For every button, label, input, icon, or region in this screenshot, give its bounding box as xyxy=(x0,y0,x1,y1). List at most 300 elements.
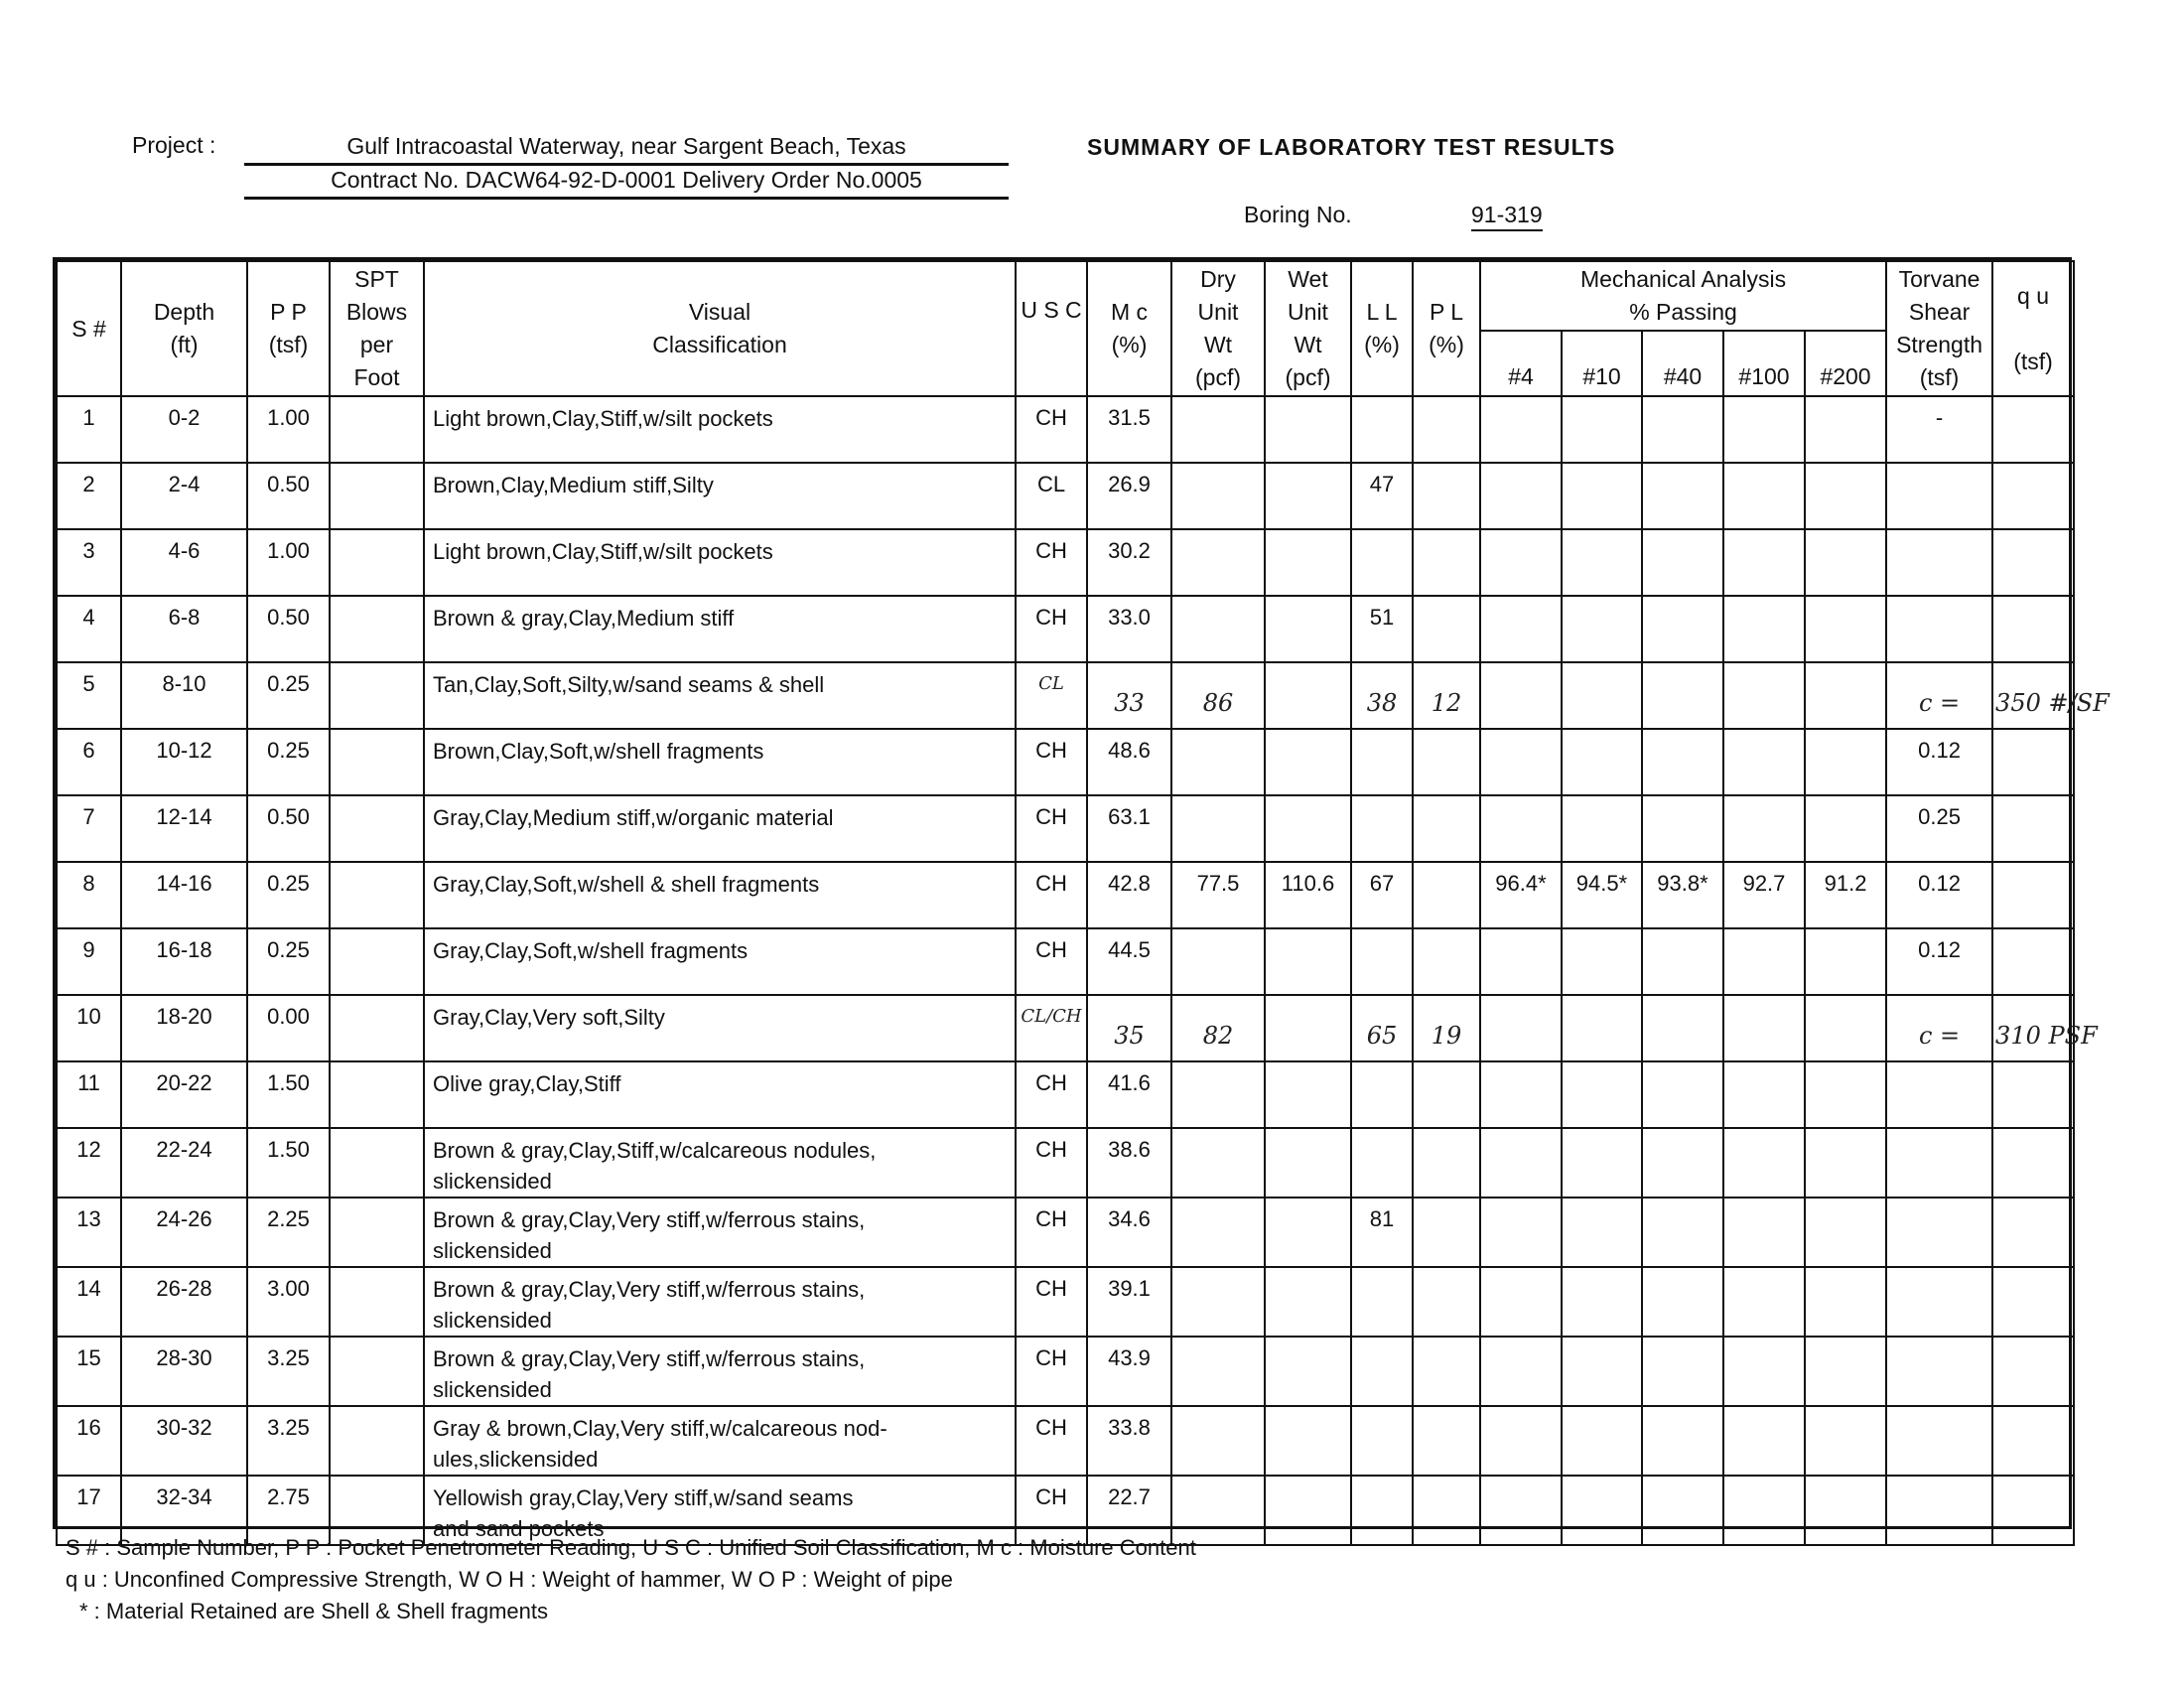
cell-sieve-200 xyxy=(1805,1198,1886,1267)
table-row xyxy=(57,1406,2074,1476)
cell-liquid-limit: 51 xyxy=(1351,596,1413,662)
cell-spt xyxy=(330,1061,424,1128)
cell-pp: 1.50 xyxy=(247,1128,330,1198)
classification-line: Tan,Clay,Soft,Silty,w/sand seams & shell xyxy=(433,672,825,697)
cell-spt xyxy=(330,596,424,662)
cell-qu xyxy=(1992,928,2074,995)
cell-sieve-100 xyxy=(1723,529,1805,596)
cell-sieve-100 xyxy=(1723,1061,1805,1128)
cell-plastic-limit xyxy=(1413,1267,1480,1337)
cell-moisture-content: 35 xyxy=(1087,995,1171,1061)
cell-liquid-limit xyxy=(1351,529,1413,596)
cell-dry-unit-wt xyxy=(1171,1061,1265,1128)
cell-sieve-4 xyxy=(1480,995,1562,1061)
cell-sample-number: 3 xyxy=(57,529,121,596)
cell-moisture-content: 42.8 xyxy=(1087,862,1171,928)
cell-sieve-200 xyxy=(1805,1406,1886,1476)
cell-sieve-4 xyxy=(1480,795,1562,862)
table-row xyxy=(57,1061,2074,1128)
cell-depth: 10-12 xyxy=(121,729,247,795)
cell-sieve-10 xyxy=(1562,795,1642,862)
cell-plastic-limit xyxy=(1413,463,1480,529)
cell-liquid-limit xyxy=(1351,1476,1413,1545)
cell-wet-unit-wt xyxy=(1265,662,1351,729)
cell-sieve-4 xyxy=(1480,729,1562,795)
cell-liquid-limit: 38 xyxy=(1351,662,1413,729)
cell-pp: 2.25 xyxy=(247,1198,330,1267)
cell-qu xyxy=(1992,1061,2074,1128)
table-row xyxy=(57,795,2074,862)
cell-plastic-limit: 12 xyxy=(1413,662,1480,729)
cell-liquid-limit: 81 xyxy=(1351,1198,1413,1267)
cell-spt xyxy=(330,995,424,1061)
cell-sieve-200 xyxy=(1805,795,1886,862)
col-visual-classification: Visual Classification xyxy=(424,261,1016,396)
cell-sample-number: 2 xyxy=(57,463,121,529)
cell-sieve-200 xyxy=(1805,529,1886,596)
cell-sieve-10 xyxy=(1562,928,1642,995)
cell-sieve-40 xyxy=(1642,1337,1723,1406)
cell-qu xyxy=(1992,1198,2074,1267)
cell-sieve-4 xyxy=(1480,1406,1562,1476)
cell-sieve-40 xyxy=(1642,396,1723,463)
classification-line: ules,slickensided xyxy=(433,1447,599,1472)
table-row xyxy=(57,1267,2074,1337)
classification-line: Olive gray,Clay,Stiff xyxy=(433,1071,621,1096)
cell-usc: CH xyxy=(1016,1061,1087,1128)
cell-depth: 6-8 xyxy=(121,596,247,662)
cell-visual-classification xyxy=(424,995,1016,1061)
cell-qu xyxy=(1992,729,2074,795)
cell-plastic-limit xyxy=(1413,529,1480,596)
col-sample-number: S # xyxy=(57,261,121,396)
cell-sieve-40 xyxy=(1642,795,1723,862)
table-row xyxy=(57,463,2074,529)
cell-moisture-content: 26.9 xyxy=(1087,463,1171,529)
cell-spt xyxy=(330,795,424,862)
cell-torvane: - xyxy=(1886,396,1992,463)
cell-sample-number: 9 xyxy=(57,928,121,995)
cell-usc: CH xyxy=(1016,795,1087,862)
cell-depth: 4-6 xyxy=(121,529,247,596)
col-liquid-limit: L L (%) xyxy=(1351,261,1413,396)
cell-sieve-200 xyxy=(1805,1337,1886,1406)
cell-torvane xyxy=(1886,1267,1992,1337)
cell-sieve-200 xyxy=(1805,1476,1886,1545)
cell-sieve-40 xyxy=(1642,463,1723,529)
cell-visual-classification xyxy=(424,928,1016,995)
cell-torvane: c = xyxy=(1886,995,1992,1061)
cell-sieve-40 xyxy=(1642,529,1723,596)
cell-sieve-10 xyxy=(1562,463,1642,529)
cell-pp: 0.25 xyxy=(247,928,330,995)
cell-sieve-200 xyxy=(1805,928,1886,995)
cell-pp: 1.00 xyxy=(247,396,330,463)
cell-pp: 0.25 xyxy=(247,662,330,729)
col-plastic-limit: P L (%) xyxy=(1413,261,1480,396)
classification-line: slickensided xyxy=(433,1308,552,1333)
cell-sieve-40 xyxy=(1642,1476,1723,1545)
cell-depth: 32-34 xyxy=(121,1476,247,1545)
contract-line xyxy=(244,167,1009,200)
col-sieve-40: #40 xyxy=(1642,331,1723,396)
cell-torvane xyxy=(1886,1198,1992,1267)
cell-wet-unit-wt xyxy=(1265,1267,1351,1337)
table-row xyxy=(57,529,2074,596)
cell-sieve-100 xyxy=(1723,1128,1805,1198)
cell-plastic-limit: 19 xyxy=(1413,995,1480,1061)
cell-usc: CH xyxy=(1016,1406,1087,1476)
cell-dry-unit-wt xyxy=(1171,1198,1265,1267)
cell-sieve-100 xyxy=(1723,596,1805,662)
cell-qu xyxy=(1992,1406,2074,1476)
cell-pp: 3.25 xyxy=(247,1337,330,1406)
cell-dry-unit-wt xyxy=(1171,1337,1265,1406)
cell-sample-number: 13 xyxy=(57,1198,121,1267)
cell-visual-classification xyxy=(424,1061,1016,1128)
cell-visual-classification xyxy=(424,1267,1016,1337)
cell-sieve-200 xyxy=(1805,596,1886,662)
cell-torvane: 0.12 xyxy=(1886,862,1992,928)
classification-line: Brown & gray,Clay,Stiff,w/calcareous nodules, xyxy=(433,1138,877,1163)
cell-sieve-4 xyxy=(1480,1198,1562,1267)
cell-sieve-200 xyxy=(1805,1267,1886,1337)
cell-torvane: 0.25 xyxy=(1886,795,1992,862)
cell-qu xyxy=(1992,463,2074,529)
classification-line: and sand pockets xyxy=(433,1516,605,1541)
classification-line: slickensided xyxy=(433,1377,552,1402)
cell-sample-number: 11 xyxy=(57,1061,121,1128)
cell-moisture-content: 43.9 xyxy=(1087,1337,1171,1406)
cell-moisture-content: 33.0 xyxy=(1087,596,1171,662)
cell-wet-unit-wt xyxy=(1265,529,1351,596)
classification-line: Brown,Clay,Medium stiff,Silty xyxy=(433,473,714,497)
classification-line: Gray,Clay,Soft,w/shell & shell fragments xyxy=(433,872,820,897)
cell-plastic-limit xyxy=(1413,396,1480,463)
cell-wet-unit-wt xyxy=(1265,995,1351,1061)
cell-sieve-4: 96.4* xyxy=(1480,862,1562,928)
classification-line: Gray,Clay,Soft,w/shell fragments xyxy=(433,938,749,963)
cell-spt xyxy=(330,1337,424,1406)
cell-dry-unit-wt: 86 xyxy=(1171,662,1265,729)
cell-sieve-200 xyxy=(1805,396,1886,463)
cell-sieve-100 xyxy=(1723,729,1805,795)
cell-liquid-limit: 65 xyxy=(1351,995,1413,1061)
cell-torvane xyxy=(1886,1061,1992,1128)
cell-sieve-40 xyxy=(1642,1128,1723,1198)
cell-sieve-4 xyxy=(1480,596,1562,662)
cell-depth: 24-26 xyxy=(121,1198,247,1267)
cell-sieve-100 xyxy=(1723,396,1805,463)
cell-plastic-limit xyxy=(1413,596,1480,662)
cell-wet-unit-wt xyxy=(1265,1198,1351,1267)
cell-sieve-100 xyxy=(1723,1406,1805,1476)
cell-visual-classification xyxy=(424,862,1016,928)
cell-sieve-40 xyxy=(1642,1267,1723,1337)
cell-plastic-limit xyxy=(1413,795,1480,862)
project-line2: Contract No. DACW64-92-D-0001 Delivery Order No.0005 xyxy=(331,167,922,193)
cell-sieve-100 xyxy=(1723,1267,1805,1337)
cell-usc: CH xyxy=(1016,928,1087,995)
cell-wet-unit-wt xyxy=(1265,928,1351,995)
cell-usc: CH xyxy=(1016,729,1087,795)
cell-sieve-200: 91.2 xyxy=(1805,862,1886,928)
cell-liquid-limit: 67 xyxy=(1351,862,1413,928)
cell-spt xyxy=(330,396,424,463)
cell-torvane xyxy=(1886,1337,1992,1406)
classification-line: Brown,Clay,Soft,w/shell fragments xyxy=(433,739,764,764)
table-row xyxy=(57,862,2074,928)
page-title: SUMMARY OF LABORATORY TEST RESULTS xyxy=(1087,134,1616,160)
cell-plastic-limit xyxy=(1413,1337,1480,1406)
cell-torvane xyxy=(1886,1476,1992,1545)
cell-spt xyxy=(330,1267,424,1337)
cell-sieve-40 xyxy=(1642,729,1723,795)
classification-line: slickensided xyxy=(433,1238,552,1263)
cell-sieve-100 xyxy=(1723,662,1805,729)
cell-dry-unit-wt xyxy=(1171,1406,1265,1476)
cell-wet-unit-wt xyxy=(1265,396,1351,463)
cell-qu: 350 #/SF xyxy=(1992,662,2074,729)
cell-pp: 0.25 xyxy=(247,729,330,795)
cell-torvane: 0.12 xyxy=(1886,729,1992,795)
cell-wet-unit-wt xyxy=(1265,1406,1351,1476)
cell-wet-unit-wt xyxy=(1265,1476,1351,1545)
cell-spt xyxy=(330,1128,424,1198)
col-wet-unit-wt: Wet Unit Wt (pcf) xyxy=(1265,261,1351,396)
cell-liquid-limit xyxy=(1351,928,1413,995)
cell-plastic-limit xyxy=(1413,729,1480,795)
cell-depth: 0-2 xyxy=(121,396,247,463)
cell-visual-classification xyxy=(424,729,1016,795)
cell-moisture-content: 63.1 xyxy=(1087,795,1171,862)
cell-wet-unit-wt xyxy=(1265,1337,1351,1406)
cell-sample-number: 12 xyxy=(57,1128,121,1198)
cell-visual-classification xyxy=(424,529,1016,596)
cell-sieve-100 xyxy=(1723,1198,1805,1267)
classification-line: Gray & brown,Clay,Very stiff,w/calcareous nod- xyxy=(433,1416,887,1441)
cell-sieve-10 xyxy=(1562,729,1642,795)
cell-liquid-limit: 47 xyxy=(1351,463,1413,529)
cell-sieve-4 xyxy=(1480,1128,1562,1198)
cell-usc: CH xyxy=(1016,1128,1087,1198)
cell-dry-unit-wt xyxy=(1171,396,1265,463)
cell-torvane: c = xyxy=(1886,662,1992,729)
cell-usc: CH xyxy=(1016,529,1087,596)
cell-sieve-4 xyxy=(1480,463,1562,529)
col-dry-unit-wt: Dry Unit Wt (pcf) xyxy=(1171,261,1265,396)
cell-usc: CL xyxy=(1016,662,1087,729)
project-name xyxy=(244,133,1009,166)
cell-plastic-limit xyxy=(1413,1198,1480,1267)
cell-sample-number: 6 xyxy=(57,729,121,795)
cell-visual-classification xyxy=(424,463,1016,529)
cell-sieve-100: 92.7 xyxy=(1723,862,1805,928)
cell-dry-unit-wt xyxy=(1171,1128,1265,1198)
cell-usc: CH xyxy=(1016,1198,1087,1267)
cell-pp: 1.00 xyxy=(247,529,330,596)
col-sieve-10: #10 xyxy=(1562,331,1642,396)
cell-sample-number: 15 xyxy=(57,1337,121,1406)
cell-liquid-limit xyxy=(1351,1061,1413,1128)
cell-sieve-10 xyxy=(1562,1267,1642,1337)
project-line1: Gulf Intracoastal Waterway, near Sargent Beach, Texas xyxy=(346,133,906,159)
col-sieve-100: #100 xyxy=(1723,331,1805,396)
cell-sieve-40 xyxy=(1642,928,1723,995)
cell-qu xyxy=(1992,596,2074,662)
cell-spt xyxy=(330,1406,424,1476)
cell-liquid-limit xyxy=(1351,1267,1413,1337)
col-usc: U S C xyxy=(1016,261,1087,396)
footnote-shell: * : Material Retained are Shell & Shell fragments xyxy=(79,1599,549,1623)
cell-moisture-content: 39.1 xyxy=(1087,1267,1171,1337)
cell-qu: 310 PSF xyxy=(1992,995,2074,1061)
table-row xyxy=(57,729,2074,795)
cell-sieve-10 xyxy=(1562,596,1642,662)
cell-sample-number: 1 xyxy=(57,396,121,463)
cell-moisture-content: 22.7 xyxy=(1087,1476,1171,1545)
cell-sieve-10 xyxy=(1562,1476,1642,1545)
col-mechanical-analysis: Mechanical Analysis % Passing xyxy=(1480,261,1886,331)
cell-sample-number: 5 xyxy=(57,662,121,729)
table-row xyxy=(57,662,2074,729)
cell-moisture-content: 33.8 xyxy=(1087,1406,1171,1476)
classification-line: Light brown,Clay,Stiff,w/silt pockets xyxy=(433,539,773,564)
col-moisture-content: M c (%) xyxy=(1087,261,1171,396)
cell-usc: CH xyxy=(1016,1476,1087,1545)
cell-sieve-200 xyxy=(1805,662,1886,729)
col-spt: SPT Blows per Foot xyxy=(330,261,424,396)
cell-sieve-40 xyxy=(1642,995,1723,1061)
cell-plastic-limit xyxy=(1413,862,1480,928)
cell-wet-unit-wt xyxy=(1265,1061,1351,1128)
cell-liquid-limit xyxy=(1351,1406,1413,1476)
table-row xyxy=(57,596,2074,662)
cell-qu xyxy=(1992,1476,2074,1545)
cell-sieve-10 xyxy=(1562,1406,1642,1476)
cell-sieve-10 xyxy=(1562,995,1642,1061)
cell-liquid-limit xyxy=(1351,795,1413,862)
cell-dry-unit-wt xyxy=(1171,928,1265,995)
cell-plastic-limit xyxy=(1413,928,1480,995)
cell-sieve-200 xyxy=(1805,1128,1886,1198)
cell-plastic-limit xyxy=(1413,1061,1480,1128)
cell-depth: 30-32 xyxy=(121,1406,247,1476)
cell-spt xyxy=(330,729,424,795)
cell-dry-unit-wt: 77.5 xyxy=(1171,862,1265,928)
cell-torvane xyxy=(1886,463,1992,529)
cell-visual-classification xyxy=(424,1406,1016,1476)
cell-sieve-100 xyxy=(1723,463,1805,529)
cell-visual-classification xyxy=(424,1128,1016,1198)
cell-sieve-10 xyxy=(1562,1128,1642,1198)
cell-usc: CH xyxy=(1016,1267,1087,1337)
cell-wet-unit-wt xyxy=(1265,729,1351,795)
classification-line: Brown & gray,Clay,Very stiff,w/ferrous stains, xyxy=(433,1346,866,1371)
cell-depth: 28-30 xyxy=(121,1337,247,1406)
col-pp: P P (tsf) xyxy=(247,261,330,396)
boring-number: 91-319 xyxy=(1471,202,1543,231)
cell-sieve-4 xyxy=(1480,1337,1562,1406)
cell-sieve-40 xyxy=(1642,1061,1723,1128)
cell-sieve-4 xyxy=(1480,1476,1562,1545)
cell-usc: CL/CH xyxy=(1016,995,1087,1061)
cell-qu xyxy=(1992,862,2074,928)
cell-visual-classification xyxy=(424,662,1016,729)
cell-depth: 2-4 xyxy=(121,463,247,529)
cell-sieve-4 xyxy=(1480,928,1562,995)
cell-pp: 3.00 xyxy=(247,1267,330,1337)
cell-sieve-40 xyxy=(1642,1198,1723,1267)
cell-moisture-content: 41.6 xyxy=(1087,1061,1171,1128)
table-row xyxy=(57,995,2074,1061)
cell-dry-unit-wt xyxy=(1171,463,1265,529)
footnote-abbreviations: S # : Sample Number, P P : Pocket Penetrometer Reading, U S C : Unified Soil Classification, M c : Moisture Content xyxy=(66,1535,1196,1560)
cell-wet-unit-wt: 110.6 xyxy=(1265,862,1351,928)
table-row xyxy=(57,1198,2074,1267)
cell-qu xyxy=(1992,1337,2074,1406)
classification-line: Brown & gray,Clay,Medium stiff xyxy=(433,606,735,631)
cell-sample-number: 14 xyxy=(57,1267,121,1337)
cell-visual-classification xyxy=(424,596,1016,662)
classification-line: slickensided xyxy=(433,1169,552,1194)
footnote-qu: q u : Unconfined Compressive Strength, W O H : Weight of hammer, W O P : Weight of pipe xyxy=(66,1567,953,1592)
project-label: Project : xyxy=(132,132,216,158)
cell-spt xyxy=(330,662,424,729)
cell-sample-number: 8 xyxy=(57,862,121,928)
cell-sieve-4 xyxy=(1480,1061,1562,1128)
cell-sieve-100 xyxy=(1723,795,1805,862)
cell-moisture-content: 48.6 xyxy=(1087,729,1171,795)
cell-sieve-10 xyxy=(1562,662,1642,729)
cell-pp: 3.25 xyxy=(247,1406,330,1476)
cell-liquid-limit xyxy=(1351,1128,1413,1198)
classification-line: Brown & gray,Clay,Very stiff,w/ferrous stains, xyxy=(433,1277,866,1302)
cell-sample-number: 4 xyxy=(57,596,121,662)
cell-usc: CH xyxy=(1016,396,1087,463)
cell-pp: 0.50 xyxy=(247,795,330,862)
cell-sieve-100 xyxy=(1723,1476,1805,1545)
cell-sample-number: 7 xyxy=(57,795,121,862)
cell-wet-unit-wt xyxy=(1265,596,1351,662)
cell-usc: CH xyxy=(1016,1337,1087,1406)
cell-pp: 2.75 xyxy=(247,1476,330,1545)
cell-pp: 1.50 xyxy=(247,1061,330,1128)
table-body xyxy=(57,396,2110,1545)
cell-sample-number: 16 xyxy=(57,1406,121,1476)
cell-spt xyxy=(330,928,424,995)
cell-spt xyxy=(330,862,424,928)
cell-sieve-40 xyxy=(1642,662,1723,729)
cell-pp: 0.00 xyxy=(247,995,330,1061)
cell-liquid-limit xyxy=(1351,1337,1413,1406)
table-row xyxy=(57,1128,2074,1198)
cell-torvane xyxy=(1886,529,1992,596)
cell-depth: 14-16 xyxy=(121,862,247,928)
cell-wet-unit-wt xyxy=(1265,463,1351,529)
cell-usc: CH xyxy=(1016,596,1087,662)
cell-sieve-10: 94.5* xyxy=(1562,862,1642,928)
cell-dry-unit-wt: 82 xyxy=(1171,995,1265,1061)
cell-torvane xyxy=(1886,1128,1992,1198)
cell-sieve-200 xyxy=(1805,463,1886,529)
cell-sample-number: 17 xyxy=(57,1476,121,1545)
cell-dry-unit-wt xyxy=(1171,795,1265,862)
cell-sieve-40: 93.8* xyxy=(1642,862,1723,928)
classification-line: Brown & gray,Clay,Very stiff,w/ferrous stains, xyxy=(433,1207,866,1232)
cell-usc: CL xyxy=(1016,463,1087,529)
cell-dry-unit-wt xyxy=(1171,529,1265,596)
